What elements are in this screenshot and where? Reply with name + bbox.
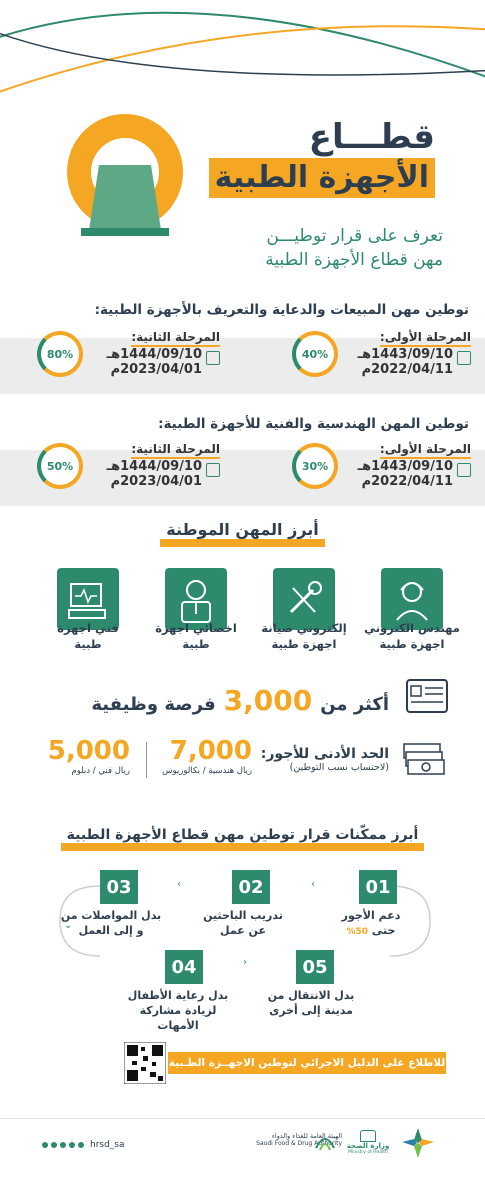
social-links (42, 1140, 125, 1150)
phase-greg-date: 2023/04/01م (110, 474, 202, 489)
step-line1: بدل الانتقال من (267, 989, 355, 1002)
youtube-icon[interactable] (69, 1142, 75, 1148)
job-label-technician (38, 620, 138, 652)
section1-phase2-percent: 80% (37, 331, 83, 377)
id-card-icon (405, 676, 449, 716)
job-label-line2: طبية (182, 637, 210, 651)
job-label-specialist (146, 620, 246, 652)
title-line-1: قطـــاع (308, 117, 435, 157)
wages-bachelor (162, 736, 252, 776)
step-line2: حتى (368, 924, 396, 937)
moh-logo (346, 1130, 390, 1155)
subtitle-line-1: تعرف على قرار توطيـــن (266, 226, 443, 246)
step-04-label (123, 988, 233, 1033)
wages-divider (146, 742, 147, 778)
phase-hijri-date: 1444/09/10هـ (106, 347, 202, 362)
step-05-label (256, 988, 366, 1018)
phase-label: المرحلة الثانية: (131, 330, 220, 347)
opportunities-prefix: أكثر من (320, 694, 389, 715)
job-label-engineer (362, 620, 462, 652)
sfda-name-en: Saudi Food & Drug Authority (256, 1140, 342, 1147)
sfda-name-ar: الهيئة العامة للغذاء والدواء (271, 1132, 342, 1140)
wages-note: (لاحتساب نسب التوطين) (289, 762, 389, 773)
step-line2: و إلى العمل (78, 924, 144, 937)
qr-code-icon[interactable] (124, 1042, 166, 1084)
section1-phase1 (321, 330, 471, 377)
opportunities-number: 3,000 (223, 684, 313, 717)
phase-greg-date: 2022/04/11م (361, 474, 453, 489)
instagram-icon[interactable] (51, 1142, 57, 1148)
phase-greg-date: 2022/04/11م (361, 362, 453, 377)
mri-machine-icon (55, 110, 195, 250)
job-label-line2: اجهزة طبية (379, 637, 445, 651)
step-percent: 50% (346, 927, 369, 937)
phase-hijri-date: 1443/09/10هـ (357, 459, 453, 474)
step-02-number: 02 (232, 870, 270, 904)
step-01-number: 01 (359, 870, 397, 904)
page-subtitle (265, 224, 443, 272)
phase-hijri-date: 1443/09/10هـ (357, 347, 453, 362)
job-label-line1: فني اجهزة (57, 621, 119, 635)
opportunities-suffix: فرصة وظيفية (91, 694, 216, 715)
step-03-label (56, 908, 166, 938)
phase-label: المرحلة الأولى: (380, 330, 471, 347)
step-01-label (316, 908, 426, 940)
step-line1: بدل رعاية الأطفال (127, 989, 229, 1002)
page-title (209, 118, 435, 198)
wages-label-wrap (261, 746, 389, 773)
jobs-heading-wrap (0, 520, 485, 540)
moh-name-en: Ministry of Health (348, 1150, 388, 1155)
section1-phase1-percent: 40% (292, 331, 338, 377)
calendar-icon (457, 463, 471, 477)
phase-greg-date: 2023/04/01م (110, 362, 202, 377)
step-line1: تدريب الباحثين (203, 909, 283, 922)
step-line1: دعم الأجور (341, 909, 401, 922)
moh-name-ar: وزارة الصحة (346, 1142, 390, 1150)
wages-label: الحد الأدنى للأجور: (260, 746, 389, 762)
wages-diploma (40, 736, 130, 776)
step-03-number: 03 (100, 870, 138, 904)
guide-link[interactable]: للاطلاع على الدليل الاجرائي لتوطين الاجهــزة الطـبية (168, 1052, 446, 1074)
step-line2: عن عمل (220, 924, 266, 937)
chevron-down-icon: ⌄ (64, 920, 73, 931)
job-label-maintenance (254, 620, 354, 652)
job-label-line1: مهندس الكتروني (364, 621, 460, 635)
opportunities-line (91, 684, 389, 717)
chevron-left-icon: ‹ (177, 879, 181, 890)
wages-bachelor-label: ريال هندسية / بكالوريوس (162, 766, 252, 776)
section2-phase2 (70, 442, 220, 489)
step-line1: بدل المواصلات من (60, 909, 162, 922)
facebook-icon[interactable] (42, 1142, 48, 1148)
section1-heading: توطين مهن المبيعات والدعاية والتعريف بالأجهزة الطبية: (94, 302, 469, 318)
calendar-icon (206, 463, 220, 477)
job-label-line1: اخصائي اجهزة (155, 621, 237, 635)
section2-phase1 (321, 442, 471, 489)
section1-phase2 (70, 330, 220, 377)
decorative-curves (0, 0, 485, 110)
step-line2: لزيادة مشاركة الأمهات (139, 1004, 217, 1032)
hrsd-logo-icon (398, 1124, 438, 1162)
money-icon (400, 740, 446, 778)
section2-phase1-percent: 30% (292, 443, 338, 489)
phase-label: المرحلة الأولى: (380, 442, 471, 459)
job-label-line1: إلكتروني صيانة (261, 621, 347, 635)
calendar-icon (206, 351, 220, 365)
wages-diploma-label: ريال فني / دبلوم (71, 766, 130, 776)
phase-label: المرحلة الثانية: (131, 442, 220, 459)
title-line-2: الأجهزة الطبية (209, 158, 435, 198)
moh-emblem-icon (360, 1130, 376, 1142)
chevron-left-icon: ‹ (311, 879, 315, 890)
jobs-heading: أبرز المهن الموطنة (160, 520, 325, 547)
step-04-number: 04 (165, 950, 203, 984)
wages-bachelor-value: 7,000 (169, 736, 252, 766)
twitter-icon[interactable] (60, 1142, 66, 1148)
chevron-right-icon: › (243, 957, 247, 968)
step-02-label (188, 908, 298, 938)
job-label-line2: اجهزة طبية (271, 637, 337, 651)
sfda-emblem-icon (312, 1128, 338, 1154)
job-label-line2: طبية (74, 637, 102, 651)
subtitle-line-2: مهن قطاع الأجهزة الطبية (265, 250, 443, 270)
calendar-icon (457, 351, 471, 365)
incentives-heading-wrap (0, 824, 485, 844)
step-05-number: 05 (296, 950, 334, 984)
footer-divider (0, 1118, 485, 1119)
social-handle[interactable]: hrsd_sa (90, 1140, 125, 1150)
incentives-heading: أبرز ممكّنات قرار توطين مهن قطاع الأجهزة الطبية (61, 827, 425, 851)
wages-diploma-value: 5,000 (47, 736, 130, 766)
linkedin-icon[interactable] (78, 1142, 84, 1148)
phase-hijri-date: 1444/09/10هـ (106, 459, 202, 474)
section2-phase2-percent: 50% (37, 443, 83, 489)
section2-heading: توطين المهن الهندسية والفنية للأجهزة الطبية: (158, 416, 469, 432)
step-line2: مدينة إلى أخرى (269, 1004, 353, 1017)
